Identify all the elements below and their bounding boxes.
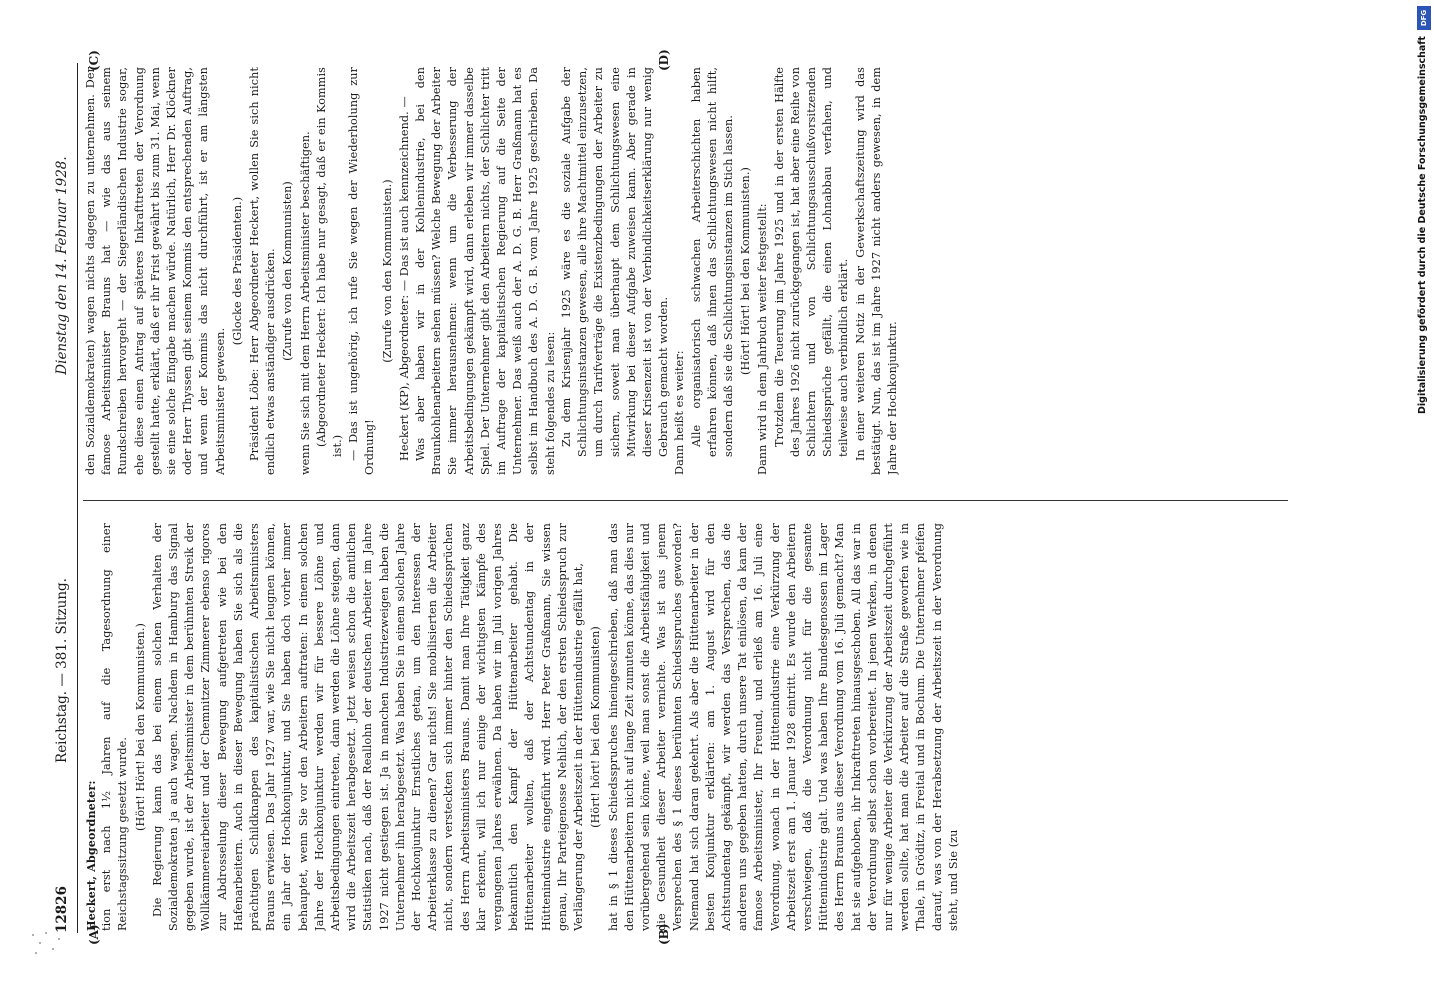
left-text-column [83,523,1298,931]
digitization-credit: Digitalisierung gefördert durch die Deutsche Forschungsgemeinschaft [1417,36,1428,414]
quotation: Alle organisatorisch schwachen Arbeiterschichten haben erfahren können, daß ihnen das Schlichtungswesen nicht hilft, sondern daß sie die Schlichtungsinstanzen im Stich lassen. [689,67,735,457]
paragraph: Die Regierung kann das bei einem solchen Verhalten der Sozialdemokraten ja auch wagen. Nachdem in Hamburg das Signal gegeben wurde, ist der Arbeitsminister in dem berühmten Streik der Wollkämmereiarbeiter und der Chemnitzer Zimmerer ebenso rigoros zur Abdrosselung dieser Bewegung aufgetreten wie bei den Hafenarbeitern. Auch in dieser Bewegung haben Sie sich als die prächtigen Schildknappen des kapitalistischen Arbeitsministers Brauns erwiesen. Das Jahr 1927 war, wie Sie nicht leugnen können, ein Jahr der Hochkonjunktur, und Sie haben doch vorher immer behauptet, wenn Sie vor den Arbeitern auftraten: In einem solchen Jahre der Hochkonjunktur werden wir für bessere Löhne und Arbeitsbedingungen eintreten, dann werden die Löhne steigen, dann wird die Arbeitszeit herabgesetzt. Jetzt weisen schon die amtlichen Statistiken nach, daß der Reallohn der deutschen Arbeiter im Jahre 1927 nicht gestiegen ist. Ja in manchen Industriezweigen haben die Unternehmer ihn herabgesetzt. Was haben Sie in einem solchen Jahre der Hochkonjunktur Ernstliches getan, um den Interessen der Arbeiterklasse zu dienen? Gar nichts! Sie mobilisierten die Arbeiter nicht, sondern versteckten sich immer hinter den Schiedssprüchen des Herrn Arbeitsministers Brauns. Damit man Ihre Tätigkeit ganz klar erkennt, will ich nur einige der wichtigsten Kämpfe des vergangenen Jahres erwähnen. Da haben wir im Juli vorigen Jahres bekanntlich den Kampf der Hüttenarbeiter gehabt. Die Hüttenarbeiter wollten, daß der Achtstundentag in der Hüttenindustrie eingeführt wird. Herr Peter Graßmann, Sie wissen genau, Ihr Parteigenosse Nehlich, der den ersten Schiedsspruch zur Verlängerung der Arbeitszeit in der Hüttenindustrie gefällt hat, [150,523,586,931]
scan-specks [30,930,70,960]
interjection: (Zurufe von den Kommunisten) [281,181,295,361]
paragraph: In einer weiteren Notiz in der Gewerkschaftszeitung wird das bestätigt. Nun, das ist im Jahre 1927 nicht anders gewesen, in dem Jahre der Hochkonjunktur. [853,67,899,475]
right-text-column [83,67,1298,475]
speaker-line: Heckert, Abgeordneter: [84,780,98,931]
paragraph: Dann wird in dem Jahrbuch weiter festgestellt: [756,203,770,475]
quotation: Zu dem Krisenjahr 1925 wäre es die soziale Aufgabe der Schlichtungsinstanzen gewesen, alle ihre Machtmittel einzusetzen, um durch Tarifverträge die Existenzbedingungen der Arbeiter zu sichern, soweit man überhaupt dem Schlichtungswesen eine Mitwirkung bei dieser Aufgabe zuweisen kann. Aber gerade in dieser Krisenzeit ist von der Verbindlichkeitserklärung nur wenig Gebrauch gemacht worden. [559,67,671,457]
paragraph: wenn Sie sich mit dem Herrn Arbeitsminister beschäftigen. [298,131,312,475]
page-header [47,63,78,933]
rotated-document-page [47,49,1307,945]
paragraph: hat in § 1 dieses Schiedsspruches hineingeschrieben, daß man das den Hüttenarbeitern nicht auf lange Zeit zumuten könne, das dies nur vorübergehend sein könne, weil man sonst die Arbeitsfähigkeit und die Gesundheit dieser Arbeiter vernichte. Was ist aus jenem Versprechen des § 1 dieses berühmten Schiedsspruches geworden? Niemand hat sich daran gekehrt. Als aber die Hüttenarbeiter in der besten Konjunktur erklärten: am 1. August wird für den Achtstundentag gekämpft, wir werden das Versprechen, das die anderen uns gegeben hatten, durch unsere Tat einlösen, da kam der famose Arbeitsminister, Ihr Freund, und erließ am 16. Juli eine Verordnung, wonach in der Hüttenindustrie eine Verkürzung der Arbeitszeit erst am 1. Januar 1928 eintritt. Es wurde den Arbeitern verschwiegen, daß die Verordnung nicht für die gesamte Hüttenindustrie galt. Und was haben Ihre Bundesgenossen im Lager des Herrn Brauns aus dieser Verordnung vom 16. Juli gemacht? Man hat sie aufgehoben, ihr Inkrafttreten hinausgeschoben. All das war in der Verordnung selbst schon vorbereitet. In jenen Werken, in denen nur für wenige Arbeiter die Verkürzung der Arbeitszeit durchgeführt werden sollte, hat man die Arbeiter auf die Straße geworfen wie in Thale, in Gröditz, in Freital und in Bochum. Die Unternehmer pfeifen darauf, was von der Herabsetzung der Arbeitszeit in der Verordnung steht, und Sie (zu [606,523,960,931]
interjection: (Hört! Hört! bei den Kommunisten.) [133,623,147,831]
speaker-line: Heckert (KP), Abgeordneter: — Das ist auch kennzeichnend. — [397,96,411,461]
paragraph: Was aber haben wir in der Kohlenindustrie, bei den Braunkohlenarbeitern sehen müssen? Welche Bewegung der Arbeiter Sie immer herausnehmen: wenn um die Verbesserung der Arbeitsbedingungen gekämpft wird, dann erleben wir immer dasselbe Spiel. Der Unternehmer gibt den Arbeitern nichts, der Schlichter tritt im Auftrage der kapitalistischen Regierung auf die Seite der Unternehmer. Das weiß auch der A. D. G. B. Herr Graßmann hat es selbst im Handbuch des A. D. G. B. vom Jahre 1925 geschrieben. Da steht folgendes zu lesen: [414,67,557,475]
header-session: Reichstag. — 381. Sitzung. [54,578,70,763]
president-statement: Präsident Löbe: Herr Abgeordneter Heckert, wollen Sie sich nicht endlich etwas anständiger ausdrücken. [248,67,278,475]
column-divider [83,500,1288,501]
margin-marker-d: (D) [657,49,671,71]
interjection: (Glocke des Präsidenten.) [230,196,244,346]
margin-marker-b: (B) [657,923,671,945]
interjection: (Hört! hört! bei den Kommunisten) [589,626,603,828]
interjection: (Abgeordneter Heckert: Ich habe nur gesagt, daß er ein Kommis ist.) [314,67,345,457]
paragraph: Dann heißt es weiter: [673,350,687,475]
interjection: (Zurufe von den Kommunisten.) [380,179,394,363]
quotation: Trotzdem die Teuerung im Jahre 1925 und in der ersten Hälfte des Jahres 1926 nicht zurückgegangen ist, hat aber eine Reihe von Schlichtern und von Schlichtungsausschußvorsitzenden Schiedssprüche gefällt, die einen Lohnabbau verfahen, und teilweise auch verbindlich erklärt. [772,67,851,457]
margin-marker-a: (A) [87,924,101,945]
paragraph: tion erst nach 1½ Jahren auf die Tagesordnung einer Reichstagssitzung gesetzt wurde. [100,523,130,931]
dfg-logo: DFG [1417,6,1431,30]
page-number: 12826 [54,886,70,933]
digitization-sidebar [1416,6,1432,416]
paragraph: — Das ist ungehörig, ich rufe Sie wegen der Wiederholung zur Ordnung! [347,67,377,475]
interjection: (Hört! Hört! bei den Kommunisten.) [739,167,753,375]
margin-marker-c: (C) [87,50,101,71]
header-date: Dienstag den 14. Februar 1928. [54,156,70,375]
paragraph: den Sozialdemokraten) wagen nichts dagegen zu unternehmen. Der famose Arbeitsminister Brauns hat — wie das aus seinem Rundschreiben hervorgeht — der Siegerländischen Industrie sogar, ehe diese einen Antrag auf späteres Inkrafttreten der Verordnung gestellt hatte, erklärt, daß er ihr Frist gewährt bis zum 31. Mai, wenn sie eine solche Eingabe machen würde. Natürlich, Herr Dr. Klöckner oder Herr Thyssen gibt seinem Kommis den entsprechenden Auftrag, und wenn der Kommis das nicht durchführt, ist er am längsten Arbeitsminister gewesen. [84,67,227,475]
